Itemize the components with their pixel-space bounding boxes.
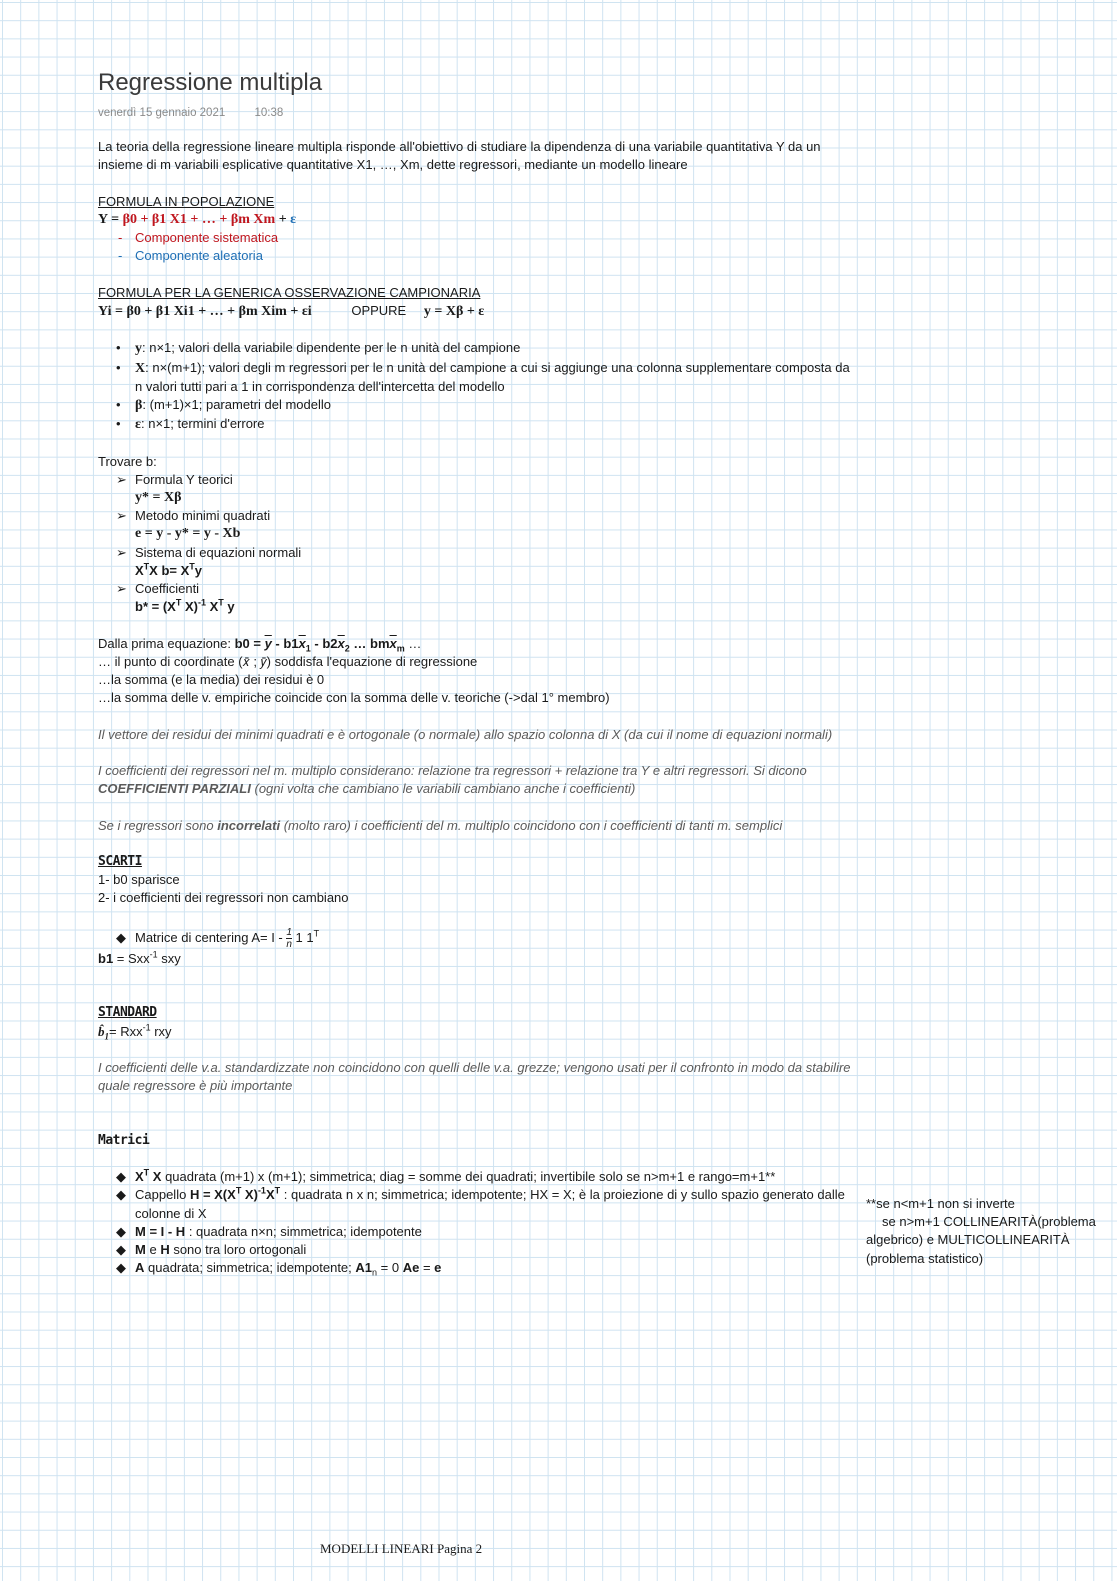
obs-formula: Yi = β0 + β1 Xi1 + … + βm Xim + εi OPPURE y = Xβ + ε [98, 303, 485, 319]
diamond-bullet-icon: ◆ [116, 1169, 126, 1185]
dalla-line-3: …la somma (e la media) dei residui è 0 [98, 672, 325, 688]
arrow-bullet-icon: ➢ [116, 508, 127, 524]
diamond-bullet-icon: ◆ [116, 1260, 126, 1276]
list-item: - Componente aleatoria [118, 248, 263, 264]
step-formula: $X^TX$ $b= X^Ty$ [135, 561, 203, 578]
list-item: ◆ A quadrata; simmetrica; idempotente; $A1_n = 0$ Ae = e [116, 1260, 442, 1278]
trovare-steps [98, 471, 858, 617]
list-item: • β: (m+1)×1; parametri del modello [116, 397, 331, 413]
note-partial: I coefficienti dei regressori nel m. multiplo considerano: relazione tra regressori + relazione tra Y e altri regressori. Si dicono COEFFICIENTI PARZIALI (ogni volta che cambiano le variabili cambiano anche i coefficienti) [98, 763, 807, 797]
side-note [866, 1195, 1106, 1268]
matrici-heading: Matrici [98, 1132, 150, 1148]
obs-heading: FORMULA PER LA GENERICA OSSERVAZIONE CAMPIONARIA [98, 284, 481, 300]
diamond-bullet-icon: ◆ [116, 1187, 126, 1203]
list-item: ◆ Matrice di centering A= I - $\frac{1}{n}$ 1 $1^T$ [116, 926, 320, 950]
list-item: • y: n×1; valori della variabile dipendente per le n unità del campione [116, 340, 521, 357]
dalla-line-1: Dalla prima equazione: $b0 = \overline{y} - b1\overline{x}_1 - b2\overline{x}_2$ … $bm\overline{x}_m$ … [98, 635, 422, 654]
dalla-line-2: … il punto di coordinate (𝑥̄ ; 𝑦̄) soddisfa l'equazione di regressione [98, 653, 478, 669]
pop-heading: FORMULA IN POPOLAZIONE [98, 193, 275, 209]
pop-components [98, 229, 858, 265]
list-item: ➢ Coefficienti [98, 580, 858, 598]
b1-standard: $b̂_1= Rxx^{-1}$ rxy [98, 1022, 172, 1042]
page-content [98, 68, 858, 1277]
page-meta [98, 104, 858, 122]
note-orthogonal: Il vettore dei residui dei minimi quadrati e è ortogonale (o normale) allo spazio colonna di X (da cui il nome di equazioni normali) [98, 726, 833, 742]
list-item: ➢ Metodo minimi quadrati [98, 507, 858, 525]
step-formula: $b* = (X^T$ X)$^{-1}$ $X^T$ y [135, 597, 235, 615]
list-item: ➢ Sistema di equazioni normali [98, 544, 858, 562]
page-title: Regressione multipla [98, 69, 323, 96]
bullet-icon: • [116, 359, 121, 375]
list-item: ➢ Formula Y teorici [98, 471, 858, 489]
centering-list [98, 926, 858, 950]
pop-formula: Y = β0 + β1 X1 + … + βm Xm + ε [98, 212, 297, 227]
intro-paragraph: La teoria della regressione lineare multipla risponde all'obiettivo di studiare la dipendenza di una variabile quantitativa Y da un insieme di m variabili esplicative quantitative X1, …, Xm, dette regressori, mediante un modello lineare [98, 139, 821, 173]
arrow-bullet-icon: ➢ [116, 471, 127, 487]
note-uncorrelated: Se i regressori sono incorrelati (molto raro) i coefficienti del m. multiplo coincidono con i coefficienti di tanti m. semplici [98, 817, 783, 833]
list-item: • X: n×(m+1); valori degli m regressori per le n unità del campione a cui si aggiunge una colonna supplementare composta da n valori tutti pari a 1 in corrispondenza dell'intercetta del modello [116, 359, 850, 394]
list-item: • ε: n×1; termini d'errore [116, 416, 265, 433]
side-note-line-2: se n>m+1 COLLINEARITÀ(problema algebrico) e MULTICOLLINEARITÀ (problema statistico) [866, 1214, 1096, 1266]
trovare-heading: Trovare b: [98, 453, 157, 469]
bullet-icon: • [116, 340, 121, 356]
bullet-icon: • [116, 397, 121, 412]
step-formula: y* = Xβ [135, 490, 182, 505]
page-footer: MODELLI LINEARI Pagina 2 [320, 1541, 483, 1556]
diamond-bullet-icon: ◆ [116, 1242, 126, 1257]
side-note-line-1: **se n<m+1 non si inverte [866, 1196, 1015, 1211]
list-item: ◆ M e H sono tra loro ortogonali [98, 1241, 858, 1259]
scarti-line-2: 2- i coefficienti dei regressori non cambiano [98, 890, 349, 906]
matrici-list [98, 1168, 858, 1277]
diamond-bullet-icon: ◆ [116, 929, 126, 945]
page-date: venerdì 15 gennaio 2021 [98, 107, 226, 119]
dalla-line-4: …la somma delle v. empiriche coincide con la somma delle v. teoriche (->dal 1° membro) [98, 690, 610, 706]
page-time: 10:38 [254, 107, 284, 119]
bullet-icon: • [116, 416, 121, 432]
note-standard: I coefficienti delle v.a. standardizzate non coincidono con quelli delle v.a. grezze; vengono usati per il confronto in modo da stabilire quale regressore è più importante [98, 1060, 851, 1094]
list-item: ◆ M = I - H : quadrata n×n; simmetrica; idempotente [98, 1223, 858, 1241]
scarti-line-1: 1- b0 sparisce [98, 872, 180, 888]
list-item: - Componente sistematica [118, 230, 279, 246]
arrow-bullet-icon: ➢ [116, 581, 127, 597]
standard-heading: STANDARD [98, 1005, 157, 1021]
obs-definitions [98, 339, 858, 434]
diamond-bullet-icon: ◆ [116, 1223, 126, 1239]
arrow-bullet-icon: ➢ [116, 544, 127, 560]
list-item: ◆ $X^T$ X quadrata (m+1) x (m+1); simmetrica; diag = somme dei quadrati; invertibile solo se n>m+1 e rango=m+1** [98, 1168, 858, 1186]
step-formula: e = y - y* = y - Xb [135, 526, 241, 542]
b1-scarti: b1 = Sxx$^{-1}$ sxy [98, 949, 181, 966]
list-item: ◆ Cappello $H = X(X^T$ $X)^{-1}X^T$ : quadrata n x n; simmetrica; idempotente; HX = X; è la proiezione di y sullo spazio generato dalle colonne di X [116, 1186, 845, 1221]
scarti-heading: SCARTI [98, 853, 142, 869]
